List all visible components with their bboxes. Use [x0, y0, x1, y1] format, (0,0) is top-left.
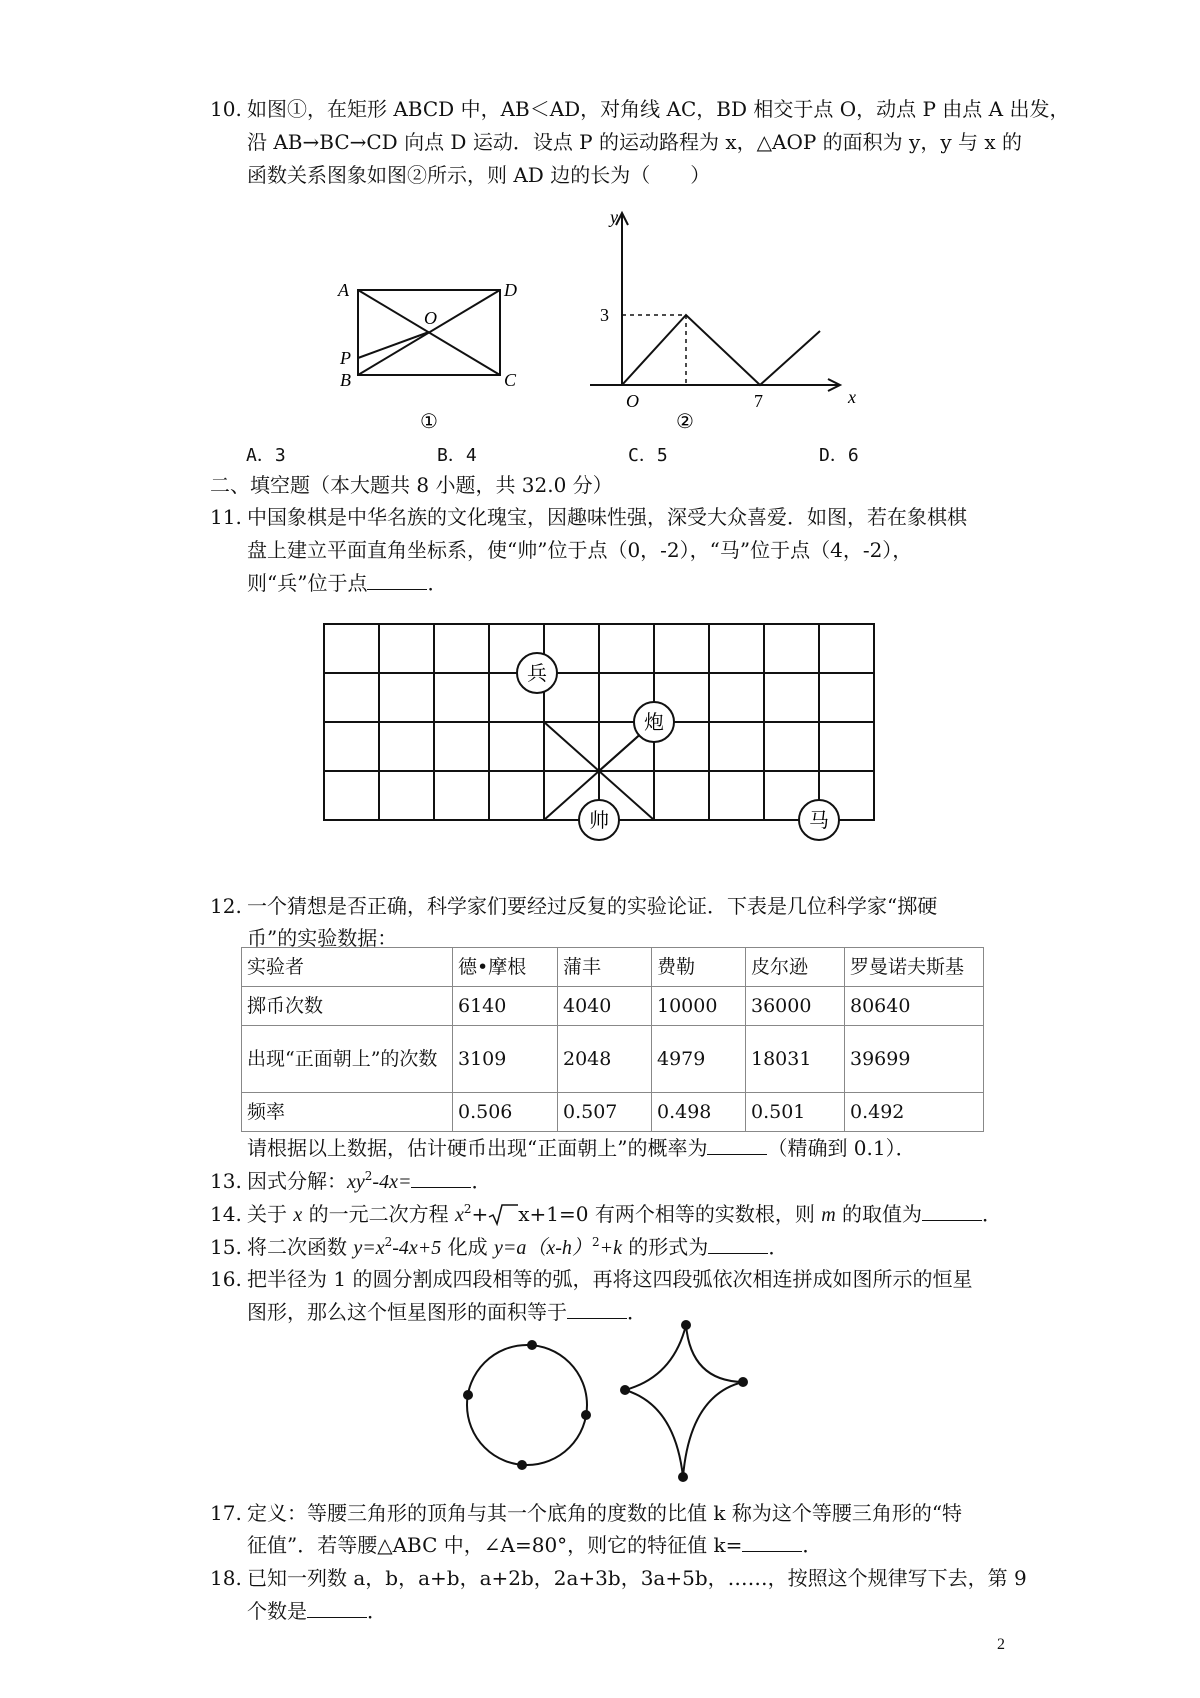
table-cell: 2048 — [558, 1026, 652, 1093]
q12-number: 12. — [210, 894, 242, 918]
table-cell: 频率 — [242, 1093, 453, 1132]
section2-heading: 二、填空题（本大题共 8 小题，共 32.0 分） — [210, 473, 613, 497]
q18-line1: 已知一列数 a，b，a+b，a+2b，2a+3b，3a+5b，……，按照这个规律写下去，第 9 — [247, 1566, 1027, 1590]
q17-number: 17. — [210, 1501, 242, 1525]
table-cell: 18031 — [746, 1026, 845, 1093]
table-cell: 39699 — [845, 1026, 984, 1093]
piece-shuai: 帅 — [589, 810, 609, 832]
label-A: A — [338, 280, 349, 300]
axis-y-label: y — [610, 207, 618, 227]
q11-line2: 盘上建立平面直角坐标系，使“帅”位于点（0，-2），“马”位于点（4，-2）， — [247, 538, 913, 562]
table-cell: 0.506 — [453, 1093, 558, 1132]
piece-pao: 炮 — [644, 712, 664, 734]
axis-x-label: x — [848, 387, 856, 407]
table-header: 实验者 — [242, 948, 453, 987]
q11-answer-blank[interactable] — [367, 571, 427, 590]
q10-line2: 沿 AB→BC→CD 向点 D 运动．设点 P 的运动路程为 x，△AOP 的面积为 y，y 与 x 的 — [247, 130, 1022, 154]
table-row — [242, 987, 984, 1026]
table-cell: 6140 — [453, 987, 558, 1026]
q12-line2: 币”的实验数据： — [247, 926, 398, 950]
table-cell: 10000 — [652, 987, 746, 1026]
q10-line1: 如图①，在矩形 ABCD 中，AB＜AD，对角线 AC，BD 相交于点 O，动点 P 由点 A 出发， — [247, 97, 1070, 121]
fig2-caption: ② — [676, 411, 694, 433]
q14-answer-blank[interactable] — [922, 1202, 982, 1221]
table-cell: 0.507 — [558, 1093, 652, 1132]
q16-line2: 图形，那么这个恒星图形的面积等于 ． — [247, 1300, 647, 1324]
table-cell: 3109 — [453, 1026, 558, 1093]
table-cell: 4979 — [652, 1026, 746, 1093]
table-row — [242, 1026, 984, 1093]
tick-7: 7 — [754, 391, 763, 411]
q10-option-b[interactable]: B．4 — [437, 445, 477, 466]
table-cell: 0.498 — [652, 1093, 746, 1132]
table-row — [242, 1093, 984, 1132]
table-cell: 0.501 — [746, 1093, 845, 1132]
circle-figure — [455, 1320, 605, 1480]
sqrt-symbol — [488, 1204, 518, 1224]
coin-experiment-table — [241, 947, 984, 1132]
label-D: D — [504, 280, 517, 300]
origin-label: O — [626, 391, 639, 411]
label-B: B — [340, 370, 351, 390]
fig1-caption: ① — [420, 411, 438, 433]
table-cell: 36000 — [746, 987, 845, 1026]
table-cell: 出现“正面朝上”的次数 — [242, 1026, 453, 1093]
label-O: O — [424, 308, 437, 328]
q12-answer-blank[interactable] — [707, 1136, 767, 1155]
q18-answer-blank[interactable] — [307, 1599, 367, 1618]
q11-line1: 中国象棋是中华名族的文化瑰宝，因趣味性强，深受大众喜爱．如图，若在象棋棋 — [247, 505, 967, 529]
q13-number: 13. — [210, 1169, 242, 1193]
q15-number: 15. — [210, 1235, 242, 1259]
q10-figure2-graph — [570, 205, 870, 440]
star-figure — [615, 1315, 755, 1485]
piece-ma: 马 — [809, 810, 829, 832]
table-header: 德•摩根 — [453, 948, 558, 987]
tick-3: 3 — [600, 305, 609, 325]
q13-answer-blank[interactable] — [411, 1169, 471, 1188]
q12-line1: 一个猜想是否正确，科学家们要经过反复的实验论证．下表是几位科学家“掷硬 — [247, 894, 938, 918]
table-header-row — [242, 948, 984, 987]
piece-bing: 兵 — [527, 663, 547, 685]
chess-board — [320, 620, 900, 850]
q10-figure1-rectangle — [330, 260, 530, 440]
table-cell: 掷币次数 — [242, 987, 453, 1026]
table-header: 费勒 — [652, 948, 746, 987]
page-number: 2 — [997, 1636, 1005, 1653]
table-cell: 4040 — [558, 987, 652, 1026]
q14-number: 14. — [210, 1202, 242, 1226]
q11-number: 11. — [210, 505, 242, 529]
q18-line2: 个数是 ． — [247, 1599, 387, 1623]
q17-answer-blank[interactable] — [742, 1533, 802, 1552]
q12-after: 请根据以上数据，估计硬币出现“正面朝上”的概率为 （精确到 0.1）． — [247, 1136, 916, 1160]
q13-text: 因式分解：$xy^2-4x=$ ． — [247, 1169, 492, 1193]
q10-option-d[interactable]: D．6 — [819, 445, 859, 466]
table-header: 罗曼诺夫斯基 — [845, 948, 984, 987]
q17-line2: 征值”．若等腰△ABC 中，∠A=80°，则它的特征值 k= ． — [247, 1533, 823, 1557]
q10-line3: 函数关系图象如图②所示，则 AD 边的长为（ ） — [247, 163, 711, 187]
table-cell: 0.492 — [845, 1093, 984, 1132]
label-C: C — [504, 370, 517, 390]
q10-option-a[interactable]: A．3 — [246, 445, 286, 466]
q11-line3: 则“兵”位于点 ． — [247, 571, 448, 595]
q16-number: 16. — [210, 1267, 242, 1291]
label-P: P — [340, 348, 351, 368]
q18-number: 18. — [210, 1566, 242, 1590]
q14-text: 关于 x 的一元二次方程 $x^2+$ x+1=0 有两个相等的实数根，则 m 的取值为 ． — [247, 1202, 1003, 1226]
q10-number: 10. — [210, 97, 242, 121]
q15-answer-blank[interactable] — [708, 1235, 768, 1254]
q15-text: 将二次函数 $y=x^2-4x+5$ 化成 $y=a(x-h)^2+k$ 的形式为 ． — [247, 1235, 789, 1259]
q10-option-c[interactable]: C．5 — [628, 445, 668, 466]
q17-line1: 定义：等腰三角形的顶角与其一个底角的度数的比值 k 称为这个等腰三角形的“特 — [247, 1501, 963, 1525]
table-cell: 80640 — [845, 987, 984, 1026]
table-header: 蒲丰 — [558, 948, 652, 987]
table-header: 皮尔逊 — [746, 948, 845, 987]
q16-line1: 把半径为 1 的圆分割成四段相等的弧，再将这四段弧依次相连拼成如图所示的恒星 — [247, 1267, 973, 1291]
